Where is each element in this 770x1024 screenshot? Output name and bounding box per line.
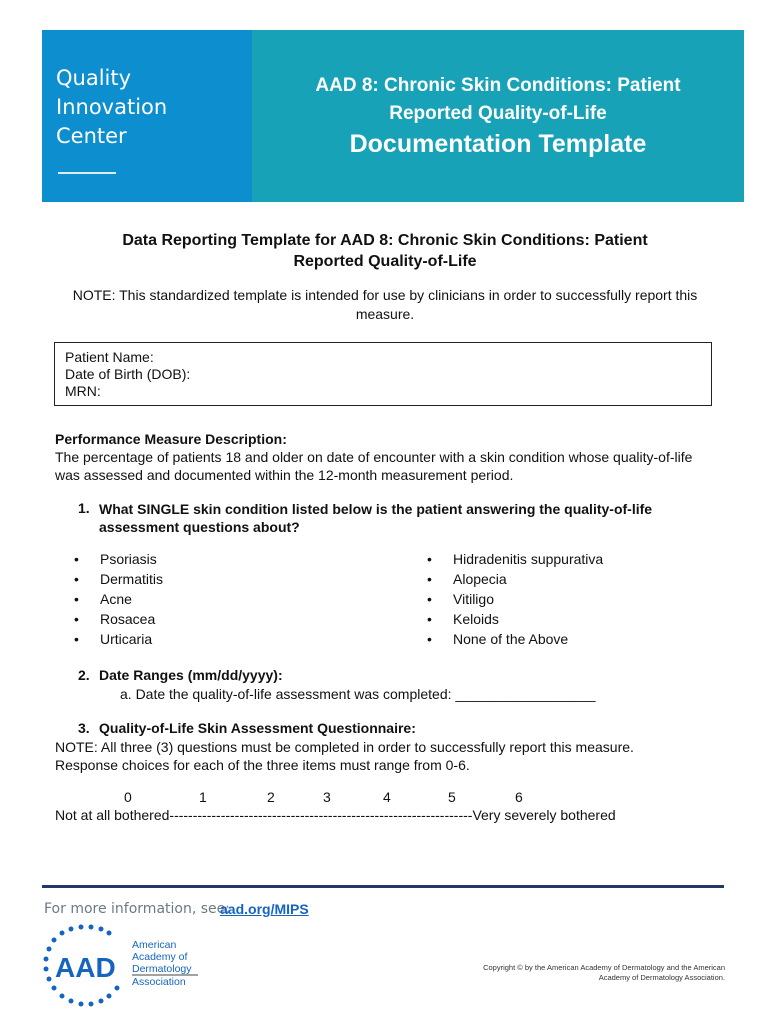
document-title-line1: Data Reporting Template for AAD 8: Chronic Skin Conditions: Patient [122,232,648,249]
condition-label: Dermatitis [100,571,164,587]
bullet: • [427,551,432,567]
dob-field[interactable]: Date of Birth (DOB): [65,366,191,382]
logo-line-quality: Quality [56,66,132,90]
logo-line-center: Center [56,124,127,148]
mrn-field[interactable]: MRN: [65,383,101,399]
patient-info-box [54,342,712,406]
bullet: • [427,571,432,587]
aad-logo [42,922,212,1008]
condition-option[interactable] [427,569,603,589]
performance-line2: was assessed and documented within the 12-month measurement period. [55,467,514,483]
question1-line1: What SINGLE skin condition listed below is the patient answering the quality-of-life [99,501,653,517]
bullet: • [427,631,432,647]
condition-label: Hidradenitis suppurativa [453,551,604,567]
patient-name-field[interactable]: Patient Name: [65,349,154,365]
condition-label: Psoriasis [100,551,157,567]
scale-number: 3 [323,789,331,805]
aad-logo-letters: AAD [55,952,116,983]
bullet: • [74,591,79,607]
condition-label: Acne [100,591,132,607]
template-note-line2: measure. [355,306,415,322]
condition-label: Urticaria [100,631,153,647]
condition-list-left [74,549,163,649]
condition-option[interactable] [427,609,603,629]
logo-line-innovation: Innovation [56,95,168,119]
bullet: • [74,571,79,587]
scale-number: 5 [448,789,456,805]
condition-label: Alopecia [453,571,507,587]
more-info-label: For more information, see: [44,901,230,917]
scale-number: 6 [515,789,523,805]
aad-mips-link[interactable]: aad.org/MIPS [220,901,309,917]
condition-label: Rosacea [100,611,156,627]
bullet: • [74,551,79,567]
copyright-line2: Academy of Dermatology Association. [598,973,725,982]
banner-logo-panel [42,30,252,202]
logo-word: American [132,939,177,951]
quality-innovation-center-logo [56,64,167,151]
question1-number: 1. [78,500,90,516]
bullet: • [74,631,79,647]
footer-divider [42,885,724,888]
banner-title: Documentation Template [349,130,647,158]
logo-underline [58,172,116,174]
performance-measure-description [55,448,720,484]
response-scale-line: Not at all bothered-----------------------------------------------------------------Very severely bothered [55,807,616,823]
scale-number: 0 [124,789,132,805]
questionnaire-note-line2: Response choices for each of the three items must range from 0-6. [55,757,470,773]
questionnaire-note [55,738,720,774]
logo-word: Dermatology [132,963,192,975]
condition-option[interactable] [74,609,163,629]
question3-number: 3. [78,720,90,736]
questionnaire-note-line1: NOTE: All three (3) questions must be completed in order to successfully report this measure. [55,739,634,755]
copyright-notice [480,963,725,983]
question2-number: 2. [78,667,90,683]
performance-measure-heading: Performance Measure Description: [55,431,287,447]
scale-number: 1 [199,789,207,805]
question1-line2: assessment questions about? [99,519,300,535]
document-title-line2: Reported Quality-of-Life [293,253,477,270]
condition-option[interactable] [74,569,163,589]
template-note-line1: NOTE: This standardized template is intended for use by clinicians in order to successfully report this [72,287,698,303]
performance-line1: The percentage of patients 18 and older on date of encounter with a skin condition whose quality-of-life [55,449,693,465]
document-title [80,230,690,272]
condition-list-right [427,549,603,649]
condition-option[interactable] [74,549,163,569]
condition-option[interactable] [427,549,603,569]
condition-option[interactable] [427,629,603,649]
condition-option[interactable] [74,589,163,609]
question2-title: Date Ranges (mm/dd/yyyy): [99,667,283,683]
question1-text [99,500,709,536]
condition-option[interactable] [427,589,603,609]
condition-option[interactable] [74,629,163,649]
banner-subtitle-line1: AAD 8: Chronic Skin Conditions: Patient [315,75,681,96]
banner-subtitle-line2: Reported Quality-of-Life [389,103,607,124]
condition-label: Keloids [453,611,499,627]
condition-label: None of the Above [453,631,569,647]
scale-number: 4 [383,789,391,805]
condition-label: Vitiligo [453,591,494,607]
template-note [55,286,715,324]
logo-word: Academy of [132,951,188,963]
scale-number: 2 [267,789,275,805]
bullet: • [427,611,432,627]
question3-title: Quality-of-Life Skin Assessment Questionnaire: [99,720,416,736]
assessment-date-field[interactable]: a. Date the quality-of-life assessment was completed: __________________ [120,686,596,702]
banner-title-panel [252,30,744,202]
bullet: • [74,611,79,627]
logo-word: Association [132,976,186,988]
bullet: • [427,591,432,607]
copyright-line1: Copyright © by the American Academy of Dermatology and the American [483,963,725,972]
